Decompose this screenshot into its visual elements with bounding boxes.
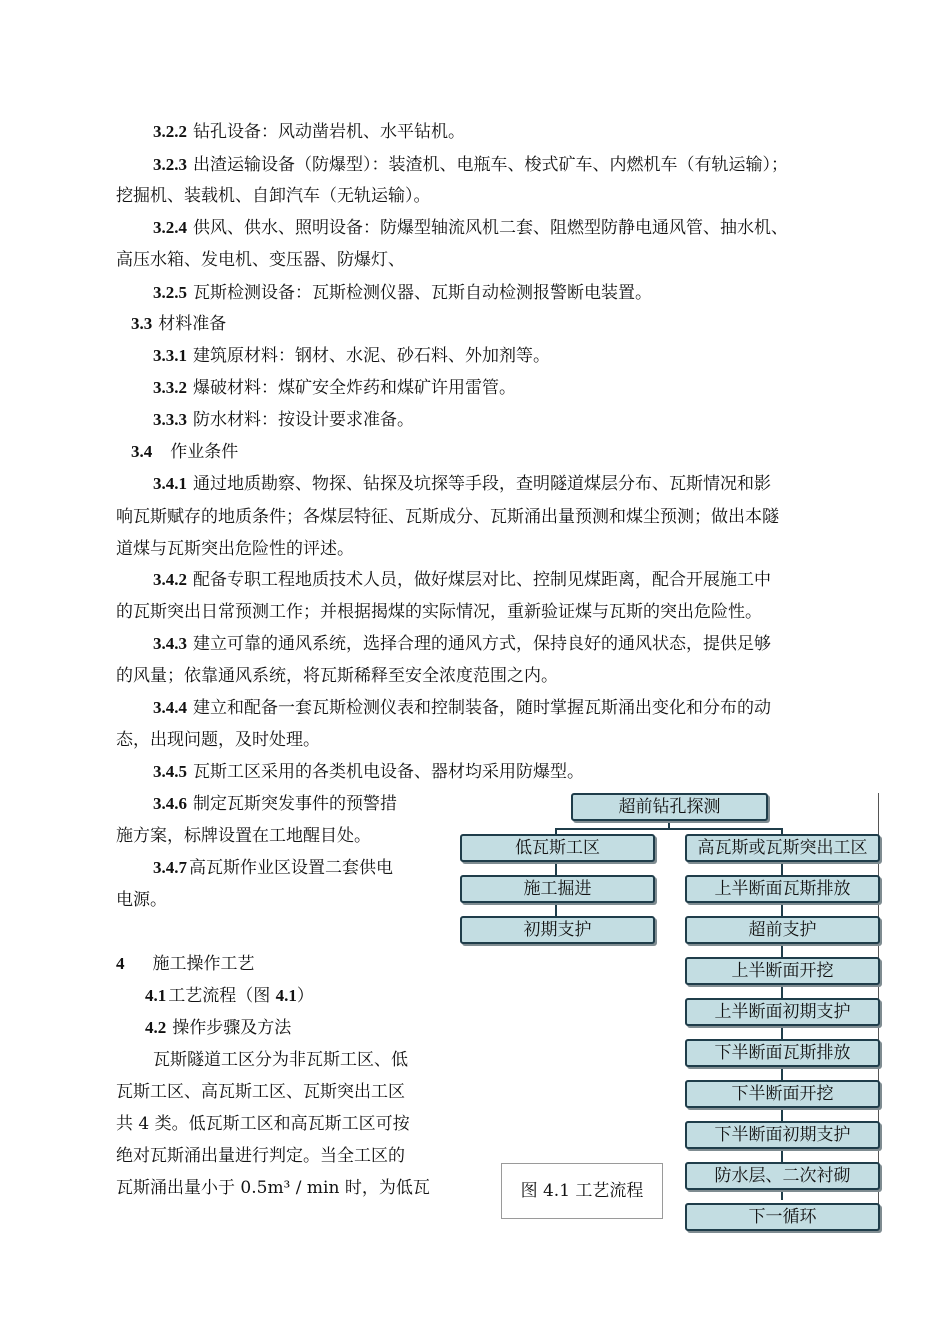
heading-3-3: 3.3 材料准备 <box>131 314 227 334</box>
item-3-4-3-cont: 的风量；依靠通风系统，将瓦斯稀释至安全浓度范围之内。 <box>116 666 558 686</box>
item-3-4-2-cont: 的瓦斯突出日常预测工作；并根据揭煤的实际情况，重新验证煤与瓦斯的突出危险性。 <box>116 602 762 622</box>
heading-3-4: 3.4 作业条件 <box>131 442 239 462</box>
para-line-1: 瓦斯隧道工区分为非瓦斯工区、低 <box>153 1050 408 1070</box>
para-line-3: 共 4 类。低瓦斯工区和高瓦斯工区可按 <box>116 1114 410 1134</box>
item-3-4-6: 3.4.6 制定瓦斯突发事件的预警措 <box>153 794 397 814</box>
connector-split <box>555 828 782 830</box>
flow-box-right-8: 下半断面初期支护 <box>685 1121 880 1149</box>
para-line-2: 瓦斯工区、高瓦斯工区、瓦斯突出工区 <box>116 1082 405 1102</box>
item-3-2-4-cont: 高压水箱、发电机、变压器、防爆灯、 <box>116 250 405 270</box>
flow-box-left-2: 施工掘进 <box>460 875 655 903</box>
heading-4-1: 4.1 工艺流程（图 4.1） <box>145 986 314 1006</box>
flow-box-right-5: 上半断面初期支护 <box>685 998 880 1026</box>
flow-box-right-3: 超前支护 <box>685 916 880 944</box>
flow-box-right-9: 防水层、二次衬砌 <box>685 1162 880 1190</box>
heading-4-2: 4.2 操作步骤及方法 <box>145 1018 292 1038</box>
item-3-4-3: 3.4.3 建立可靠的通风系统，选择合理的通风方式，保持良好的通风状态，提供足够 <box>153 634 771 654</box>
item-3-4-4-cont: 态，出现问题，及时处理。 <box>116 730 320 750</box>
item-3-2-2: 3.2.2 钻孔设备：风动凿岩机、水平钻机。 <box>153 122 465 142</box>
flow-box-left-3: 初期支护 <box>460 916 655 944</box>
flow-box-right-1: 高瓦斯或瓦斯突出工区 <box>685 834 880 862</box>
item-3-4-2: 3.4.2 配备专职工程地质技术人员，做好煤层对比、控制见煤距离，配合开展施工中 <box>153 570 771 590</box>
flow-box-left-1: 低瓦斯工区 <box>460 834 655 862</box>
para-line-5: 瓦斯涌出量小于 0.5m³ / min 时，为低瓦 <box>116 1178 430 1198</box>
item-3-4-1: 3.4.1 通过地质勘察、物探、钻探及坑探等手段，查明隧道煤层分布、瓦斯情况和影 <box>153 474 771 494</box>
item-3-4-1-cont1: 响瓦斯赋存的地质条件；各煤层特征、瓦斯成分、瓦斯涌出量预测和煤尘预测；做出本隧 <box>116 507 779 527</box>
para-line-4: 绝对瓦斯涌出量进行判定。当全工区的 <box>116 1146 405 1166</box>
item-3-2-3-cont: 挖掘机、装载机、自卸汽车（无轨运输）。 <box>116 186 431 206</box>
item-3-2-4: 3.2.4 供风、供水、照明设备：防爆型轴流风机二套、阻燃型防静电通风管、抽水机、 <box>153 218 788 238</box>
item-3-3-3: 3.3.3 防水材料：按设计要求准备。 <box>153 410 414 430</box>
flow-box-right-6: 下半断面瓦斯排放 <box>685 1039 880 1067</box>
item-3-3-1: 3.3.1 建筑原材料：钢材、水泥、砂石料、外加剂等。 <box>153 346 550 366</box>
connector-left-2 <box>555 901 557 917</box>
heading-4: 4 施工操作工艺 <box>116 954 255 974</box>
item-3-2-3: 3.2.3 出渣运输设备（防爆型）：装渣机、电瓶车、梭式矿车、内燃机车（有轨运输）； <box>153 155 788 175</box>
item-3-4-4: 3.4.4 建立和配备一套瓦斯检测仪表和控制装备，随时掌握瓦斯涌出变化和分布的动 <box>153 698 771 718</box>
connector-left-1 <box>555 860 557 876</box>
item-3-2-5: 3.2.5 瓦斯检测设备：瓦斯检测仪器、瓦斯自动检测报警断电装置。 <box>153 283 652 303</box>
flow-box-right-7: 下半断面开挖 <box>685 1080 880 1108</box>
flow-box-right-2: 上半断面瓦斯排放 <box>685 875 880 903</box>
item-3-4-5: 3.4.5 瓦斯工区采用的各类机电设备、器材均采用防爆型。 <box>153 762 584 782</box>
item-3-4-6-cont: 施方案，标牌设置在工地醒目处。 <box>116 826 371 846</box>
connector-right-trunk <box>781 860 783 1200</box>
item-3-4-1-cont2: 道煤与瓦斯突出危险性的评述。 <box>116 539 354 559</box>
flow-box-right-4: 上半断面开挖 <box>685 957 880 985</box>
item-3-3-2: 3.3.2 爆破材料：煤矿安全炸药和煤矿许用雷管。 <box>153 378 516 398</box>
figure-caption: 图 4.1 工艺流程 <box>501 1163 663 1219</box>
item-3-4-7-cont: 电源。 <box>116 890 167 910</box>
flow-box-right-10: 下一循环 <box>685 1203 880 1231</box>
item-3-4-7: 3.4.7 高瓦斯作业区设置二套供电 <box>153 858 393 878</box>
flow-box-top: 超前钻孔探测 <box>571 793 768 821</box>
